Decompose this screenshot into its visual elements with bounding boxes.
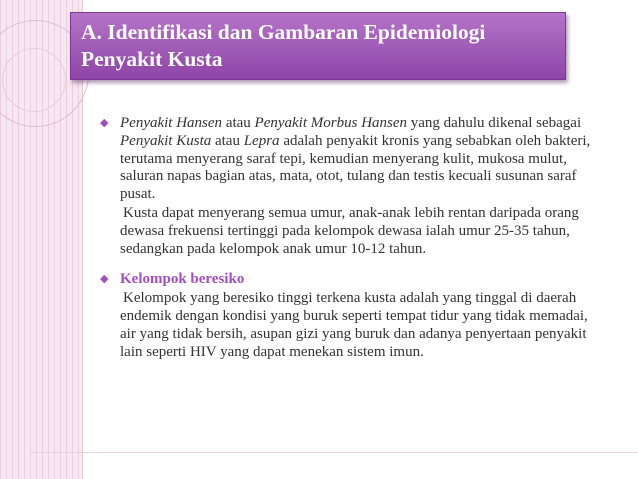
slide-title-line-2: Penyakit Kusta xyxy=(81,47,223,71)
age-paragraph xyxy=(120,205,598,258)
title-banner xyxy=(70,12,566,80)
text-fragment: atau xyxy=(222,115,255,131)
decorative-circle-small xyxy=(2,48,66,112)
risk-group-paragraph xyxy=(120,290,598,361)
risk-group-heading: Kelompok beresiko xyxy=(120,271,245,288)
term-penyakit-kusta: Penyakit Kusta xyxy=(120,132,212,149)
slide-title-line-1: A. Identifikasi dan Gambaran Epidemiologi xyxy=(81,20,486,44)
diamond-bullet-icon: ◆ xyxy=(100,117,109,129)
diamond-bullet-icon: ◆ xyxy=(100,273,109,286)
text-fragment: atau xyxy=(211,132,244,149)
decorative-bottom-line xyxy=(30,452,638,453)
text-fragment: yang dahulu dikenal sebagai xyxy=(407,115,582,131)
bullet-item-kelompok-beresiko xyxy=(98,271,598,361)
age-paragraph-text: Kusta dapat menyerang semua umur, anak-anak lebih rentan daripada orang dewasa frekuensi tertinggi pada kelompok dewasa ialah umur 25-35 tahun, sedangkan pada kelompok anak umur 10-12 tahun. xyxy=(120,204,579,257)
term-penyakit-hansen: Penyakit Hansen xyxy=(120,115,223,131)
definition-paragraph xyxy=(120,115,598,204)
term-morbus-hansen: Penyakit Morbus Hansen xyxy=(254,115,408,131)
slide-content xyxy=(98,115,598,361)
text-fragment: adalah penyakit kronis yang sebabkan oleh bakteri, terutama menyerang saraf tepi, kemudian menyerang kulit, mukosa mulut, saluran napas bagian atas, mata, otot, tulang dan testis kecuali susunan saraf pusat. xyxy=(120,132,591,203)
risk-group-text: Kelompok yang beresiko tinggi terkena kusta adalah yang tinggal di daerah endemik dengan kondisi yang buruk seperti tempat tidur yang tidak memadai, air yang tidak bersih, asupan gizi yang buruk dan adanya penyertaan penyakit lain seperti HIV yang dapat menekan sistem imun. xyxy=(120,290,588,360)
bullet-item-penyakit-hansen xyxy=(98,115,598,258)
term-lepra: Lepra xyxy=(243,132,280,149)
